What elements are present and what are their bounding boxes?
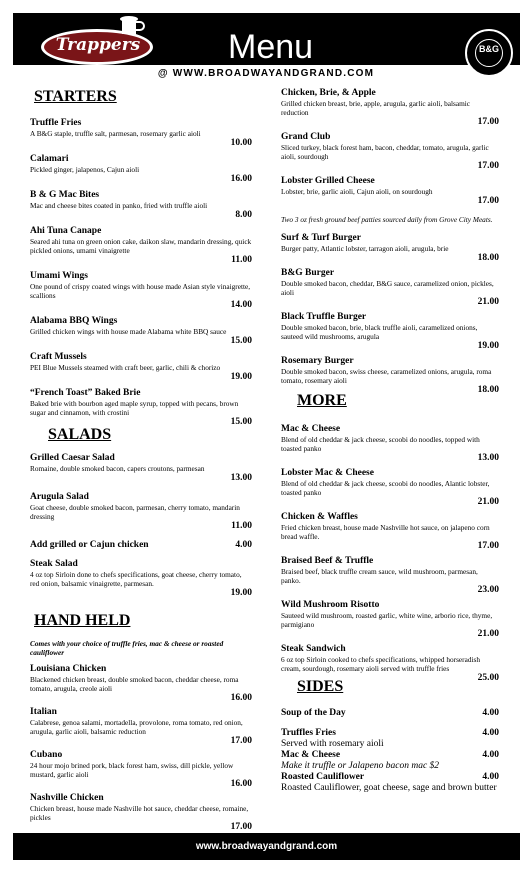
item-name: Lobster Grilled Cheese: [281, 176, 375, 186]
item-desc: Blackened chicken breast, double smoked bacon, cheddar cheese, roma tomato, arugula, creole aioli: [30, 675, 239, 693]
side-mac-cheese: [281, 750, 499, 772]
item-name: Louisiana Chicken: [30, 664, 107, 674]
trappers-logo: [23, 16, 163, 76]
page-title: Menu: [228, 28, 314, 66]
section-title-sides: SIDES: [297, 678, 344, 695]
item-name: Grand Club: [281, 132, 331, 142]
menu-item: [281, 312, 499, 352]
item-price: 19.00: [230, 372, 252, 382]
handheld-list: [30, 664, 252, 833]
item-name: Craft Mussels: [30, 352, 87, 362]
item-desc: Grilled chicken breast, brie, apple, arugula, garlic aioli, balsamic reduction: [281, 99, 471, 117]
item-desc: Double smoked bacon, brie, black truffle aioli, caramelized onions, sauteed wild mushrooms, arugula: [281, 323, 478, 341]
item-desc: Goat cheese, double smoked bacon, parmesan, cherry tomato, mandarin dressing: [30, 503, 240, 521]
menu-item: [281, 424, 499, 464]
footer-website-link[interactable]: www.broadwayandgrand.com: [13, 833, 520, 860]
item-desc: Roasted Cauliflower, goat cheese, sage and brown butter: [281, 783, 497, 793]
item-desc: Baked brie with bourbon aged maple syrup, topped with pecans, brown sugar and cinnamon, with crostini: [30, 399, 239, 417]
item-desc: 4 oz top Sirloin done to chefs specifications, goat cheese, cherry tomato, red onion, balsamic vinaigrette, parmesan.: [30, 570, 242, 588]
left-column: [30, 88, 252, 832]
item-desc: Make it truffle or Jalapeno bacon mac $2: [281, 761, 440, 771]
logo-text: Trappers: [55, 35, 141, 55]
website-link-top[interactable]: @ WWW.BROADWAYANDGRAND.COM: [157, 68, 375, 79]
item-desc: One pound of crispy coated wings with house made Asian style vinaigrette, scallions: [30, 282, 251, 300]
item-price: 17.00: [477, 117, 499, 127]
item-name: Mac & Cheese: [281, 424, 341, 434]
item-desc: Sauteed wild mushroom, roasted garlic, white wine, arborio rice, thyme, parmigiano: [281, 611, 493, 629]
sides-section: [281, 678, 499, 794]
item-name: Steak Sandwich: [281, 644, 346, 654]
section-title-salads: SALADS: [48, 426, 112, 443]
item-desc: Mac and cheese bites coated in panko, fried with truffle aioli: [30, 201, 208, 210]
menu-item: [30, 664, 252, 704]
item-price: 19.00: [477, 341, 499, 351]
item-name: Calamari: [30, 154, 69, 164]
starters-section: [30, 88, 252, 428]
right-column: [281, 88, 499, 793]
item-price: 15.00: [230, 336, 252, 346]
item-desc: Double smoked bacon, swiss cheese, caramelized onions, arugula, roma tomato, rosemary aioli: [281, 367, 492, 385]
item-price: 11.00: [231, 521, 252, 531]
item-name: Mac & Cheese: [281, 750, 341, 760]
menu-item: [281, 88, 499, 128]
menu-item: [30, 453, 252, 484]
menu-item: [30, 793, 252, 833]
item-price: 16.00: [230, 174, 252, 184]
beer-mug-icon: [116, 15, 146, 35]
item-name: B & G Mac Bites: [30, 190, 100, 200]
menu-item: [30, 540, 252, 551]
item-price: 17.00: [477, 196, 499, 206]
menu-item: [30, 154, 252, 185]
item-price: 25.00: [477, 673, 499, 683]
item-desc: Calabrese, genoa salami, mortadella, provolone, roma tomato, red onion, arugula, garlic aioli, balsamic reduction: [30, 718, 243, 736]
item-name: Italian: [30, 707, 57, 717]
side-truffle-fries: [281, 728, 499, 750]
section-title-more: MORE: [297, 392, 347, 409]
item-name: Chicken & Waffles: [281, 512, 358, 522]
item-name: Black Truffle Burger: [281, 312, 367, 322]
item-price: 21.00: [477, 629, 499, 639]
item-name: Truffles Fries: [281, 728, 336, 738]
item-desc: Seared ahi tuna on green onion cake, daikon slaw, mandarin dressing, quick pickled onions, umami vinaigrette: [30, 237, 252, 255]
item-name: B&G Burger: [281, 268, 335, 278]
burgers-list: [281, 233, 499, 396]
item-price: 18.00: [477, 253, 499, 263]
burger-note: Two 3 oz fresh ground beef patties sourced daily from Grove City Meats.: [281, 215, 493, 224]
item-desc: Pickled ginger, jalapenos, Cajun aioli: [30, 165, 140, 174]
menu-item: [30, 190, 252, 221]
item-price: 14.00: [230, 300, 252, 310]
handheld-section: [30, 612, 252, 836]
item-price: 21.00: [477, 497, 499, 507]
section-title-starters: STARTERS: [34, 88, 117, 105]
item-price: 18.00: [477, 385, 499, 395]
item-price: 19.00: [230, 588, 252, 598]
menu-item: [281, 512, 499, 552]
item-name: Ahi Tuna Canape: [30, 226, 102, 236]
item-desc: Double smoked bacon, cheddar, B&G sauce, caramelized onion, pickles, aioli: [281, 279, 494, 297]
menu-item: [281, 468, 499, 508]
menu-item: [281, 233, 499, 264]
menu-item: [30, 118, 252, 149]
item-name: Grilled Caesar Salad: [30, 453, 115, 463]
item-price: 16.00: [230, 779, 252, 789]
item-name: Soup of the Day: [281, 708, 346, 718]
item-price: 15.00: [230, 417, 252, 427]
section-title-handheld: HAND HELD: [34, 612, 131, 629]
item-price: 8.00: [235, 210, 252, 220]
item-name: Braised Beef & Truffle: [281, 556, 374, 566]
more-section: [281, 392, 499, 688]
item-name: Add grilled or Cajun chicken: [30, 540, 149, 550]
item-desc: PEI Blue Mussels steamed with craft beer, garlic, chili & chorizo: [30, 363, 221, 372]
item-price: 4.00: [482, 728, 499, 738]
item-name: Surf & Turf Burger: [281, 233, 361, 243]
handheld-continued-list: [281, 88, 499, 207]
item-price: 13.00: [477, 453, 499, 463]
item-desc: A B&G staple, truffle salt, parmesan, rosemary garlic aioli: [30, 129, 201, 138]
item-desc: Blend of old cheddar & jack cheese, scoobi do noodles, topped with toasted panko: [281, 435, 480, 453]
item-name: Steak Salad: [30, 559, 78, 569]
header-bar: [13, 13, 520, 65]
item-desc: 24 hour mojo brined pork, black forest ham, swiss, dill pickle, yellow mustard, garlic aioli: [30, 761, 234, 779]
item-price: 16.00: [230, 693, 252, 703]
item-price: 4.00: [235, 540, 252, 550]
menu-item: [281, 176, 499, 207]
item-name: Lobster Mac & Cheese: [281, 468, 374, 478]
menu-item: [30, 316, 252, 347]
menu-item: [30, 352, 252, 383]
salads-section: [30, 426, 252, 607]
item-desc: Served with rosemary aioli: [281, 739, 384, 749]
item-desc: Chicken breast, house made Nashville hot sauce, cheddar cheese, romaine, pickles: [30, 804, 249, 822]
item-price: 17.00: [477, 541, 499, 551]
menu-item: [281, 268, 499, 308]
menu-item: [30, 750, 252, 790]
item-name: “French Toast” Baked Brie: [30, 388, 141, 398]
item-desc: Blend of old cheddar & jack cheese, scoobi do noodles, Alantic lobster, toasted panko: [281, 479, 490, 497]
item-name: Alabama BBQ Wings: [30, 316, 118, 326]
menu-item: [30, 707, 252, 747]
item-name: Chicken, Brie, & Apple: [281, 88, 376, 98]
item-name: Truffle Fries: [30, 118, 82, 128]
item-desc: Romaine, double smoked bacon, capers croutons, parmesan: [30, 464, 205, 473]
starters-list: [30, 118, 252, 428]
item-name: Rosemary Burger: [281, 356, 354, 366]
item-name: Umami Wings: [30, 271, 88, 281]
item-price: 13.00: [230, 473, 252, 483]
side-roasted-cauliflower: [281, 772, 499, 794]
menu-item: [281, 600, 499, 640]
menu-item: [281, 556, 499, 596]
handheld-note: Comes with your choice of truffle fries, mac & cheese or roasted cauliflower: [30, 639, 224, 657]
item-price: 23.00: [477, 585, 499, 595]
menu-item: [30, 388, 252, 428]
menu-item: [30, 226, 252, 266]
seal-text: B&G: [479, 44, 499, 54]
item-price: 11.00: [231, 255, 252, 265]
menu-item: [30, 492, 252, 532]
item-desc: Sliced turkey, black forest ham, bacon, cheddar, tomato, arugula, garlic aioli, sourdough: [281, 143, 489, 161]
item-price: 21.00: [477, 297, 499, 307]
item-desc: 6 oz top Sirloin cooked to chefs specifications, whipped horseradish cream, sourdough, rosemary aioli served with truffle fries: [281, 655, 480, 673]
menu-item: [281, 132, 499, 172]
item-desc: Fried chicken breast, house made Nashville hot sauce, on jalapeno corn bread waffle.: [281, 523, 490, 541]
item-name: Wild Mushroom Risotto: [281, 600, 380, 610]
menu-item: [30, 271, 252, 311]
item-price: 17.00: [230, 822, 252, 832]
salads-list: [30, 453, 252, 599]
menu-item: [281, 356, 499, 396]
item-name: Nashville Chicken: [30, 793, 104, 803]
side-soup: [281, 708, 499, 719]
item-price: 17.00: [477, 161, 499, 171]
item-desc: Grilled chicken wings with house made Alabama white BBQ sauce: [30, 327, 227, 336]
item-desc: Lobster, brie, garlic aioli, Cajun aioli, on sourdough: [281, 187, 433, 196]
item-price: 17.00: [230, 736, 252, 746]
more-list: [281, 424, 499, 684]
menu-item: [30, 559, 252, 599]
item-desc: Braised beef, black truffle cream sauce, wild mushroom, parmesan, panko.: [281, 567, 478, 585]
item-price: 4.00: [482, 750, 499, 760]
item-price: 4.00: [482, 772, 499, 782]
item-price: 10.00: [230, 138, 252, 148]
item-name: Cubano: [30, 750, 63, 760]
item-name: Roasted Cauliflower: [281, 772, 365, 782]
item-desc: Burger patty, Atlantic lobster, tarragon aioli, arugula, brie: [281, 244, 449, 253]
item-name: Arugula Salad: [30, 492, 89, 502]
item-price: 4.00: [482, 708, 499, 718]
